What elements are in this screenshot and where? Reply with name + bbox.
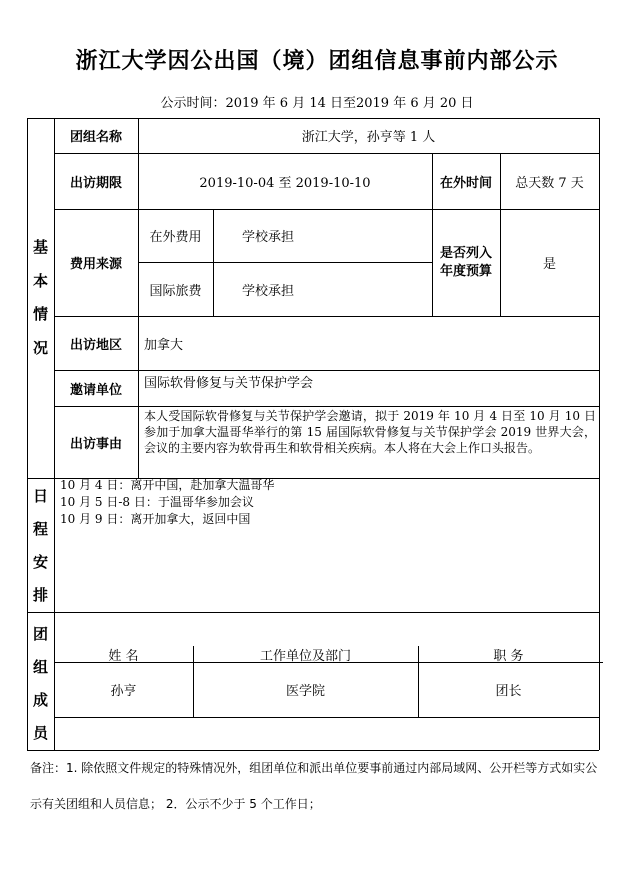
inviting-unit-value: 国际软骨修复与关节保护学会 — [144, 375, 314, 391]
region-value: 加拿大 — [144, 337, 184, 353]
time-abroad-label: 在外时间 — [439, 175, 492, 191]
member-unit: 医学院 — [285, 684, 325, 699]
visit-period-label: 出访期限 — [69, 175, 122, 191]
group-name-label: 团组名称 — [69, 130, 122, 145]
time-abroad-value: 总天数 7 天 — [515, 175, 584, 191]
member-name: 孙亨 — [110, 684, 137, 699]
notice-date: 公示时间：2019 年 6 月 14 日至2019 年 6 月 20 日 — [160, 96, 474, 111]
member-name-header: 姓 名 — [108, 648, 139, 664]
section-basic-label: 基 本 情 况 — [32, 238, 48, 357]
intl-travel-value: 学校承担 — [242, 283, 295, 299]
in-budget-value: 是 — [542, 257, 556, 272]
member-unit-header: 工作单位及部门 — [259, 648, 351, 664]
intl-travel-label: 国际旅费 — [149, 283, 202, 299]
abroad-cost-value: 学校承担 — [242, 230, 295, 245]
inviting-unit-label: 邀请单位 — [69, 382, 122, 398]
region-label: 出访地区 — [69, 337, 122, 353]
purpose-label: 出访事由 — [69, 436, 122, 452]
schedule-item: 10 月 4 日：离开中国，赴加拿大温哥华 — [60, 478, 275, 492]
funding-source-label: 费用来源 — [69, 257, 122, 272]
visit-period-value: 2019-10-04 至 2019-10-10 — [199, 175, 371, 191]
schedule-item: 10 月 5 日-8 日：于温哥华参加会议 — [60, 495, 254, 509]
abroad-cost-label: 在外费用 — [149, 230, 202, 245]
page-title: 浙江大学因公出国（境）团组信息事前内部公示 — [75, 49, 559, 74]
schedule-item: 10 月 9 日：离开加拿大，返回中国 — [60, 512, 251, 526]
group-name-value: 浙江大学，孙亨等 1 人 — [301, 130, 436, 145]
schedule-list — [60, 477, 595, 528]
note-line-2: 示有关团组和人员信息； 2．公示不少于 5 个工作日； — [30, 797, 321, 811]
purpose-value: 本人受国际软骨修复与关节保护学会邀请，拟于 2019 年 10 月 4 日至 10 月 10 日参加于加拿大温哥华举行的第 15 届国际软骨修复与关节保护学会 2019 世界大会，会议的主要内容为软骨再生和软骨相关疾病。本人将在大会上作口头报告。 — [144, 409, 596, 455]
member-position-header: 职 务 — [493, 648, 524, 664]
member-position: 团长 — [495, 684, 522, 699]
in-budget-label: 是否列入年度预算 — [439, 245, 492, 279]
note-line-1: 备注：1. 除依照文件规定的特殊情况外，组团单位和派出单位要事前通过内部局域网、公开栏等方式如实公 — [30, 761, 598, 775]
section-schedule-label: 日 程 安 排 — [32, 487, 48, 604]
section-members-label: 团 组 成 员 — [32, 625, 48, 742]
